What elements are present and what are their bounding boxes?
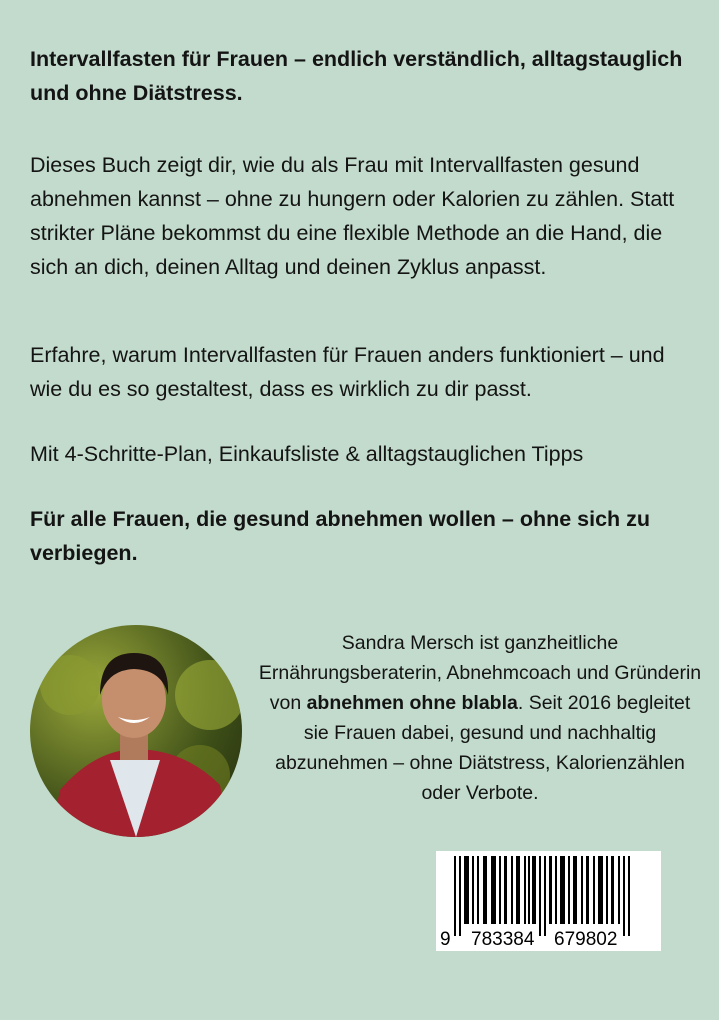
author-photo: [30, 625, 242, 837]
author-portrait-icon: [30, 625, 242, 837]
barcode-digit-first: 9: [440, 929, 451, 950]
barcode-group-right: 679802: [554, 929, 618, 950]
author-bio-text: Sandra Mersch ist ganzheitliche Ernährungsberaterin, Abnehmcoach und Gründerin von: [258, 632, 702, 714]
author-bio-text: . Seit 2016 begleitet sie Frauen dabei, gesund und nachhaltig abzunehmen – ohne Diätstress, Kalorienzählen oder Verbote.: [275, 692, 691, 804]
description-paragraph: Dieses Buch zeigt dir, wie du als Frau mit Intervallfasten gesund abnehmen kannst – ohne zu hungern oder Kalorien zu zählen. Statt strikter Pläne bekommst du eine flexible Methode an die Hand, die sich an dich, deinen Alltag und deinen Zyklus anpasst.: [30, 153, 675, 279]
headline: Intervallfasten für Frauen – endlich verständlich, alltagstauglich und ohne Diätstress.: [30, 47, 683, 105]
brand-name: abnehmen ohne blabla: [306, 692, 518, 714]
author-bio: [255, 628, 705, 808]
barcode-icon: [436, 851, 661, 951]
isbn-barcode: [436, 851, 661, 951]
target-audience-statement: Für alle Frauen, die gesund abnehmen wollen – ohne sich zu verbiegen.: [30, 507, 651, 565]
description-paragraph: Erfahre, warum Intervallfasten für Frauen anders funktioniert – und wie du es so gestaltest, dass es wirklich zu dir passt.: [30, 343, 665, 401]
barcode-group-left: 783384: [471, 929, 535, 950]
features-line: Mit 4-Schritte-Plan, Einkaufsliste & alltagstauglichen Tipps: [30, 442, 584, 466]
